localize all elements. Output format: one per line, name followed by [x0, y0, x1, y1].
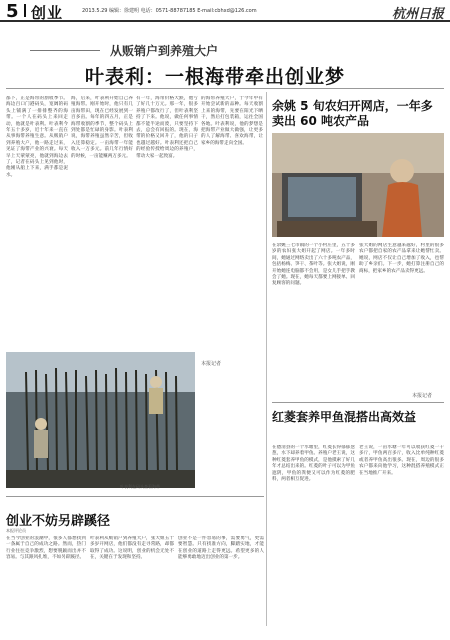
bottom-column-2: 叶表利从贩销户到养殖大户，张大姐五十多岁开网店，他们都没有走寻常路，却都取得了成功。这说明，创业的机会无处不在，关键在于发现和坚持。 — [90, 536, 174, 561]
turtle-story-column-2: 老王说，一亩水塘一年可以收获红菱一千多斤，甲鱼两百多斤，收入比单纯种红菱或者养甲鱼高出很多。现在，周边的很多农户都来向他学习，这种混搭养殖模式正在当地推广开来。 — [359, 445, 444, 476]
lead-column-2: 海，后来，叶表利开始自己养殖海带。刚开始时，他只有几亩海带田，现在已经发展到一百多亩。每年的四五月，正是海带收割的季节，整个码头上到处都是忙碌的身影。叶表利说，海带养殖虽然辛苦，但收入还算稳定。一亩海带一年能收入一万多元。前几年行情好的时候，一亩能赚两万多元。 — [71, 96, 133, 159]
kicker-rule — [30, 50, 100, 51]
turtle-story-headline: 红菱套养甲鱼混搭出高效益 — [272, 410, 417, 424]
bottom-headline: 创业不妨另辟蹊径 — [6, 514, 111, 529]
bottom-column-3: 创业不是一件容易的事，需要勇气，更需要智慧。只有找准方向，脚踏实地，才能在创业的道路上走得更远。希望更多的人能够勇敢地迈出创业的第一步。 — [178, 536, 264, 561]
bottom-story-rule — [6, 496, 264, 497]
lead-kicker: 从贩销户到养殖大户 — [110, 44, 219, 58]
column-divider — [266, 92, 267, 626]
lead-headline: 叶表利：一根海带牵出创业梦 — [85, 66, 346, 88]
page-number: 5 — [6, 1, 19, 22]
section-name: 创业 — [31, 4, 64, 22]
lead-column-4: 的海带养殖大户，于今年中有开始尝试新的品种。每天收割上来的海带，先要在阳光下晒干，然后打包装箱，运往全国各地。叶表利说，他的梦想是把海带产业做大做强，让更多的人了解海带、喜欢海带，让家乡的海带走向全国。 — [201, 96, 263, 146]
lead-column-1: 都下，正是海带的割收季节。海边百口门港码头，宽阔的码头上铺满了一排排整齐的海带。一个人在码头上来回走动，他就是叶表利。叶表利今年五十多岁，近十年来一直在从事海带养殖生意。从贩销户到养殖大户，他一路走过来，见证了海带产业的兴衰。每天早上天蒙蒙亮，他就到海边去了，记者在码头上见到他时，他刚从船上下来，满手都是泥水。 — [6, 96, 68, 178]
bottom-byline: 本报评论员 — [6, 528, 26, 533]
lead-photo-seaweed-harvest — [6, 352, 195, 488]
right-column-2: 张大姐的网店生意越来越好，村里的很多农户都把自家的农产品拿来让她帮忙卖。她说，网店不仅让自己增加了收入，也帮助了乡亲们。下一步，她打算注册自己的商标，把家乡的农产品卖得更远。 — [359, 243, 444, 274]
turtle-story-column-1: 在德清县的一个水塘里，红菱长得郁郁葱葱，水下却养着甲鱼。养殖户老王说，这种红菱套养甲鱼的模式，是他摸索了好几年才总结出来的。红菱的叶子可以为甲鱼遮阴，甲鱼的粪便又可以作为红菱的肥料，两者相互促进。 — [272, 445, 355, 483]
right-byline: 本报记者 — [412, 393, 433, 399]
lead-column-3: 有一年，海带价格大跌，他亏了好几十万元。那一年，很多养殖户都改行了，但叶表利坚持了下来。他说，做任何事情都不能半途而废，只要坚持下去，总会有回报的。现在，海带的价格又回升了，他的日子也越过越好。叶表利还把自己的经验传授给周边的养殖户，带动大家一起致富。 — [136, 96, 198, 159]
bottom-column-1: 在当今创业的浪潮中，很多人都想找到一条属于自己的成功之路。然而，热门行业往往竞争激烈，想要脱颖而出并不容易。与其跟风扎堆，不如另辟蹊径。 — [6, 536, 86, 561]
header-meta: 2013.5.29 编辑：徐建明 电话：0571-88787185 E-mail:cbhxd@126.com — [82, 8, 257, 14]
lead-rule — [6, 88, 444, 89]
right-photo-woman-at-computer — [272, 133, 444, 237]
newspaper-name: 杭州日报 — [391, 7, 444, 22]
right-story-rule — [272, 402, 444, 403]
header-divider — [24, 4, 26, 17]
right-column-1: 在余姚三七市镇的一个小村庄里，五十多岁的农妇张大姐开起了网店。一年多时间，她通过网络卖出了六十多吨农产品，包括杨梅、笋干、茶叶等。张大姐说，刚开始她连电脑都不会用，是女儿手把手教会了她。现在，她每天都要上网接单、回复顾客的问题。 — [272, 243, 355, 287]
lead-byline: 本报记者 — [201, 361, 222, 367]
worker-figure-right — [149, 376, 163, 414]
right-headline: 余姚 5 旬农妇开网店，一年多卖出 60 吨农产品 — [272, 99, 433, 128]
lead-photo-caption: 叶表利在码头查看海带 — [120, 484, 160, 489]
worker-figure-left — [34, 418, 48, 458]
